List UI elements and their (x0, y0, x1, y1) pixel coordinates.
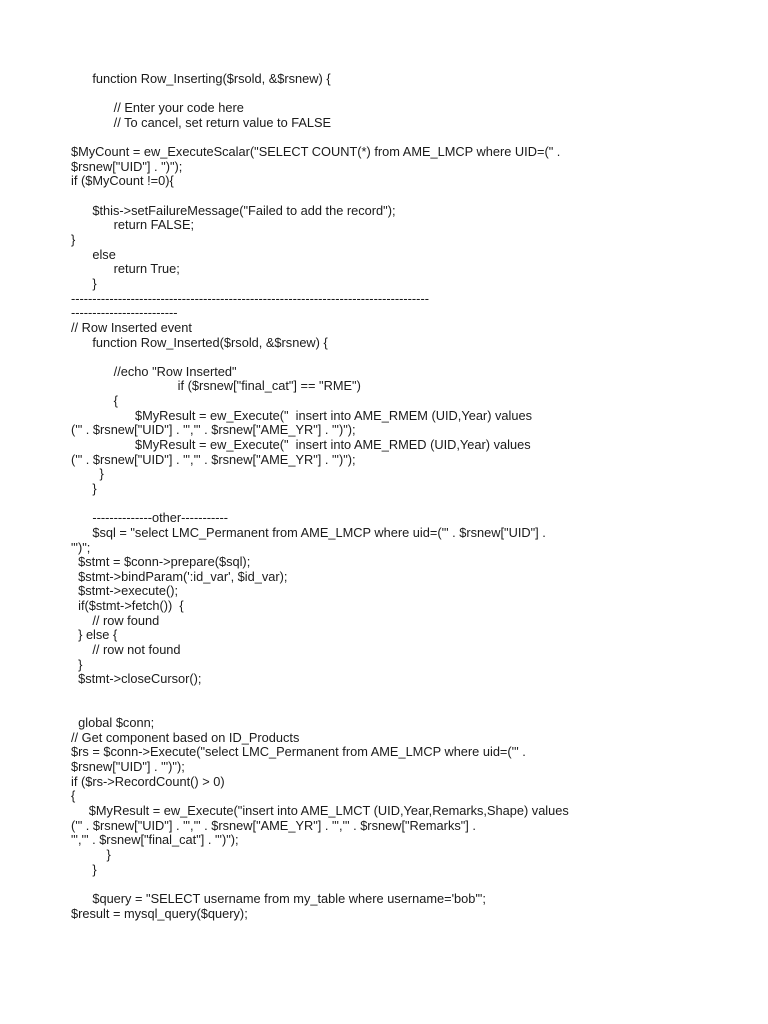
code-line (71, 497, 761, 512)
code-line: if ($rsnew["final_cat"] == "RME") (71, 378, 361, 394)
code-line: $sql = "select LMC_Permanent from AME_LMCP where uid=('" . $rsnew["UID"] . (71, 524, 546, 540)
code-line: { (71, 393, 118, 409)
code-line (71, 131, 761, 146)
code-line: } (71, 232, 76, 248)
code-line: } (71, 846, 111, 862)
code-line: } (71, 275, 97, 291)
code-line: if($stmt->fetch()) { (71, 598, 184, 614)
code-line: return FALSE; (71, 217, 195, 233)
code-line: $rsnew["UID"] . ")"); (71, 158, 183, 174)
code-line: $rsnew["UID"] . "')"); (71, 759, 185, 775)
code-line: } (71, 466, 104, 482)
code-line: $stmt = $conn->prepare($sql); (71, 554, 251, 570)
code-line: global $conn; (71, 715, 155, 731)
code-line: if ($rs->RecordCount() > 0) (71, 773, 225, 789)
code-line: "')"; (71, 539, 91, 555)
code-line: ------------------------- (71, 305, 178, 321)
code-line: $MyResult = ew_Execute(" insert into AME_RMED (UID,Year) values (71, 437, 531, 453)
code-line: // Enter your code here (71, 100, 244, 116)
code-line: } (71, 861, 97, 877)
code-line: // Get component based on ID_Products (71, 729, 300, 745)
code-block (71, 72, 761, 921)
code-line: $result = mysql_query($query); (71, 905, 248, 921)
code-line: $rs = $conn->Execute("select LMC_Permanent from AME_LMCP where uid=('" . (71, 744, 526, 760)
code-line: { (71, 788, 76, 804)
code-line: $query = "SELECT username from my_table where username='bob'"; (71, 890, 486, 906)
code-line: function Row_Inserted($rsold, &$rsnew) { (71, 334, 328, 350)
code-line (71, 687, 761, 702)
code-line: $MyResult = ew_Execute(" insert into AME_RMEM (UID,Year) values (71, 407, 533, 423)
code-line: //echo "Row Inserted" (71, 363, 237, 379)
code-line: function Row_Inserting($rsold, &$rsnew) { (71, 71, 331, 86)
code-line: $this->setFailureMessage("Failed to add the record"); (71, 202, 396, 218)
code-line: } else { (71, 627, 118, 643)
code-line: // row found (71, 612, 160, 628)
code-line: ------------------------------------------------------------------------------------ (71, 290, 429, 306)
code-line: "','" . $rsnew["final_cat"] . "')"); (71, 832, 239, 848)
code-line: } (71, 656, 83, 672)
code-line: ('" . $rsnew["UID"] . "','" . $rsnew["AME_YR"] . "')"); (71, 451, 356, 467)
code-line (71, 189, 761, 204)
code-line: $MyResult = ew_Execute("insert into AME_LMCT (UID,Year,Remarks,Shape) values (71, 803, 569, 819)
code-line: if ($MyCount !=0){ (71, 173, 174, 189)
code-line: $MyCount = ew_ExecuteScalar("SELECT COUNT(*) from AME_LMCP where UID=(" . (71, 144, 561, 160)
code-line: --------------other----------- (71, 510, 229, 526)
code-line: // row not found (71, 641, 181, 657)
code-line: ('" . $rsnew["UID"] . "','" . $rsnew["AME_YR"] . "')"); (71, 422, 356, 438)
code-line (71, 702, 761, 717)
code-line (71, 877, 761, 892)
code-line: // Row Inserted event (71, 319, 192, 335)
code-line: return True; (71, 261, 180, 277)
code-line: $stmt->execute(); (71, 583, 179, 599)
code-line (71, 87, 761, 102)
code-line: else (71, 246, 116, 262)
code-line: $stmt->bindParam(':id_var', $id_var); (71, 568, 288, 584)
code-line: $stmt->closeCursor(); (71, 671, 202, 687)
code-line (71, 350, 761, 365)
code-line: } (71, 480, 97, 496)
code-line: ('" . $rsnew["UID"] . "','" . $rsnew["AME_YR"] . "','" . $rsnew["Remarks"] . (71, 817, 476, 833)
code-line: // To cancel, set return value to FALSE (71, 114, 332, 130)
